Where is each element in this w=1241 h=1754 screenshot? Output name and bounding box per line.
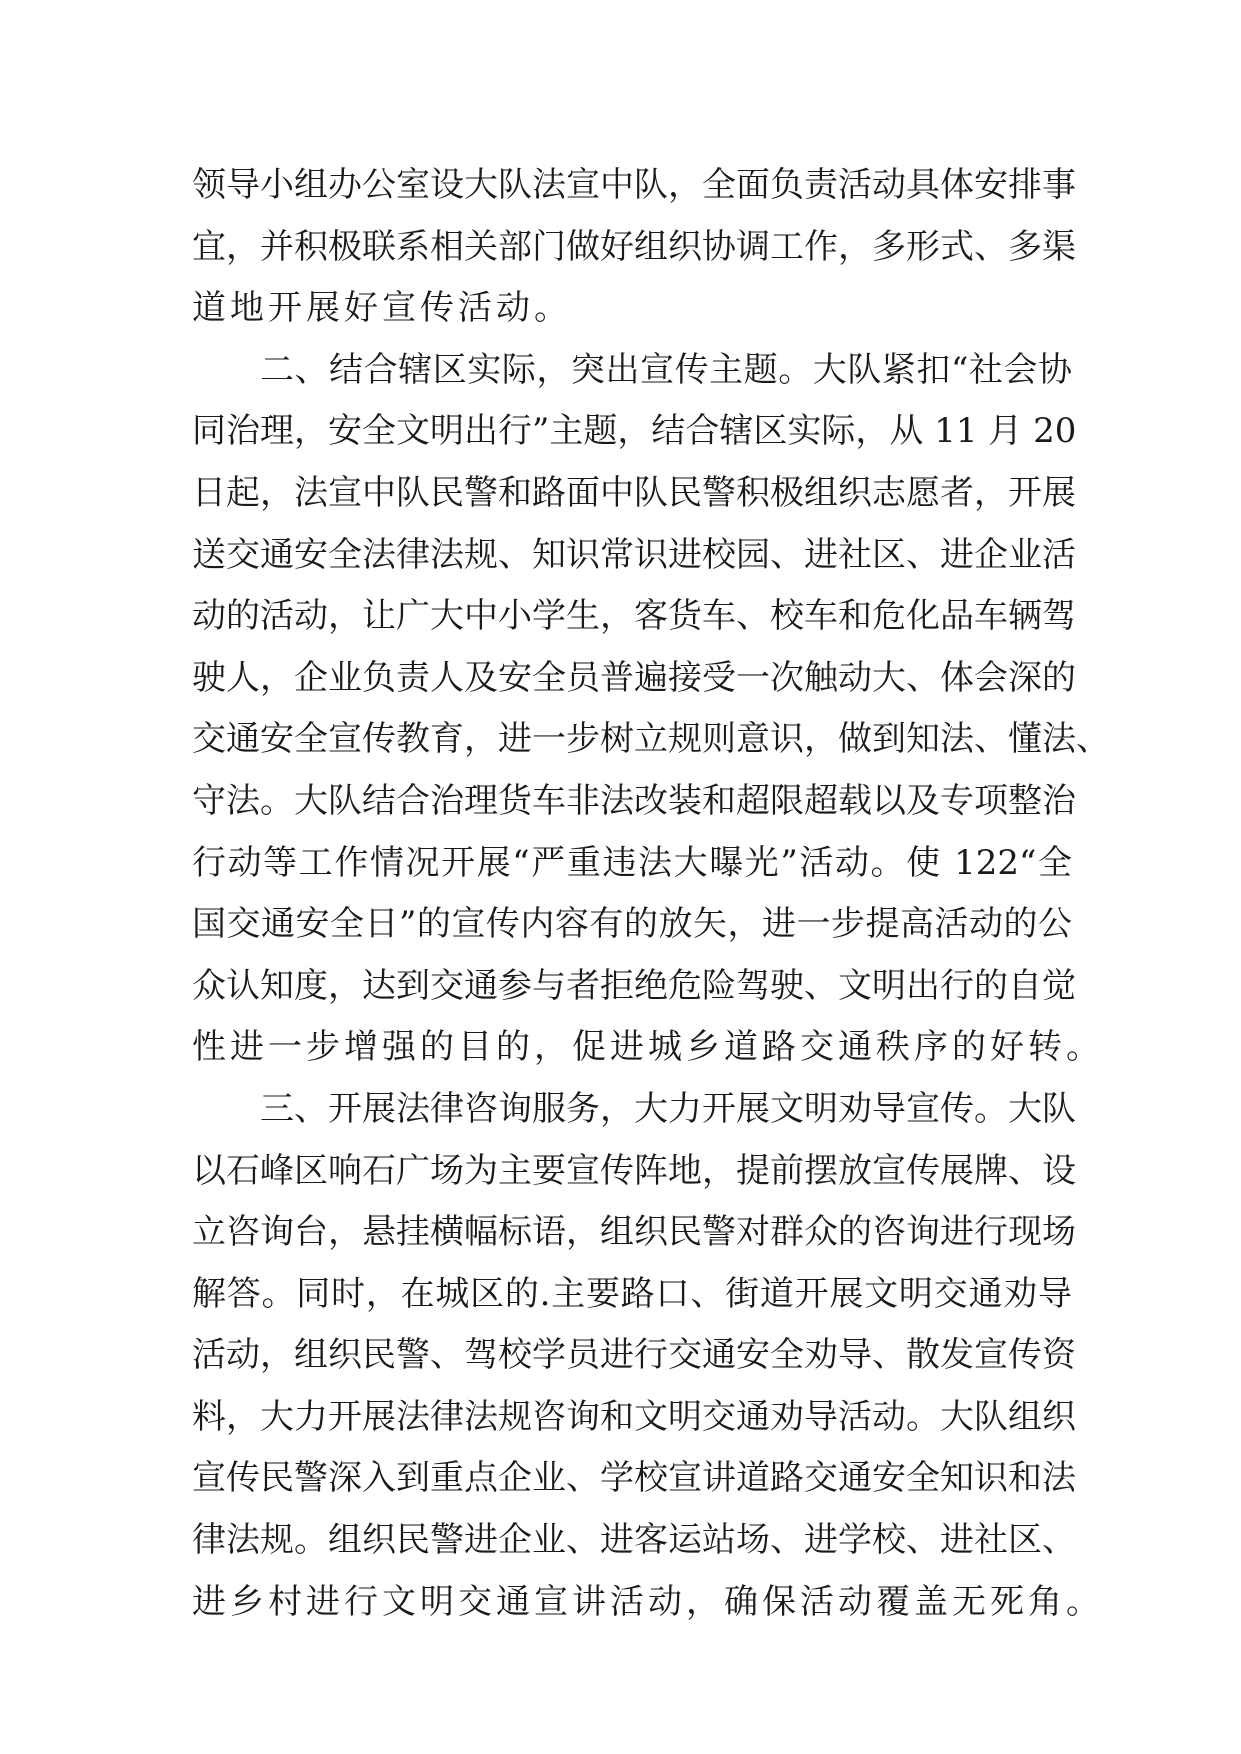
text-line: 交通安全宣传教育，进一步树立规则意识，做到知法、懂法、 — [192, 719, 1110, 760]
text-line: 解答。同时，在城区的.主要路口、街道开展文明交通劝导 — [192, 1273, 1072, 1314]
text-line: 料，大力开展法律法规咨询和文明交通劝导活动。大队组织 — [192, 1396, 1076, 1437]
text-line: 领导小组办公室设大队法宣中队，全面负责活动具体安排事 — [192, 165, 1076, 205]
text-line: 立咨询台，悬挂横幅标语，组织民警对群众的咨询进行现场 — [192, 1212, 1076, 1253]
text-line: 国交通安全日”的宣传内容有的放矢，进一步提高活动的公 — [192, 904, 1072, 945]
text-line: 行动等工作情况开展“严重违法大曝光”活动。使 122“全 — [192, 842, 1072, 883]
text-line: 宜，并积极联系相关部门做好组织协调工作，多形式、多渠 — [192, 226, 1076, 267]
text-line: 众认知度，达到交通参与者拒绝危险驾驶、文明出行的自觉 — [192, 965, 1076, 1006]
text-line: 道地开展好宣传活动。 — [192, 288, 572, 329]
text-line: 性进一步增强的目的，促进城乡道路交通秩序的好转。 — [192, 1027, 1104, 1068]
text-line: 同治理，安全文明出行”主题，结合辖区实际，从 11 月 20 — [192, 411, 1077, 452]
text-line: 进乡村进行文明交通宣讲活动，确保活动覆盖无死角。 — [192, 1581, 1104, 1622]
text-line: 活动，组织民警、驾校学员进行交通安全劝导、散发宣传资 — [192, 1335, 1076, 1376]
text-line: 驶人，企业负责人及安全员普遍接受一次触动大、体会深的 — [192, 657, 1076, 698]
text-line: 以石峰区响石广场为主要宣传阵地，提前摆放宣传展牌、设 — [192, 1150, 1076, 1191]
body-text — [192, 155, 1110, 1633]
text-line: 守法。大队结合治理货车非法改装和超限超载以及专项整治 — [192, 780, 1076, 821]
text-line: 律法规。组织民警进企业、进客运站场、进学校、进社区、 — [192, 1520, 1076, 1561]
text-line: 动的活动，让广大中小学生，客货车、校车和危化品车辆驾 — [192, 596, 1076, 637]
text-line: 送交通安全法律法规、知识常识进校园、进社区、进企业活 — [192, 534, 1076, 575]
text-line: 宣传民警深入到重点企业、学校宣讲道路交通安全知识和法 — [192, 1458, 1076, 1499]
paragraph-start-line: 三、开展法律咨询服务，大力开展文明劝导宣传。大队 — [260, 1088, 1076, 1129]
text-line: 日起，法宣中队民警和路面中队民警积极组织志愿者，开展 — [192, 472, 1076, 513]
paragraph-start-line: 二、结合辖区实际，突出宣传主题。大队紧扣“社会协 — [260, 349, 1072, 390]
